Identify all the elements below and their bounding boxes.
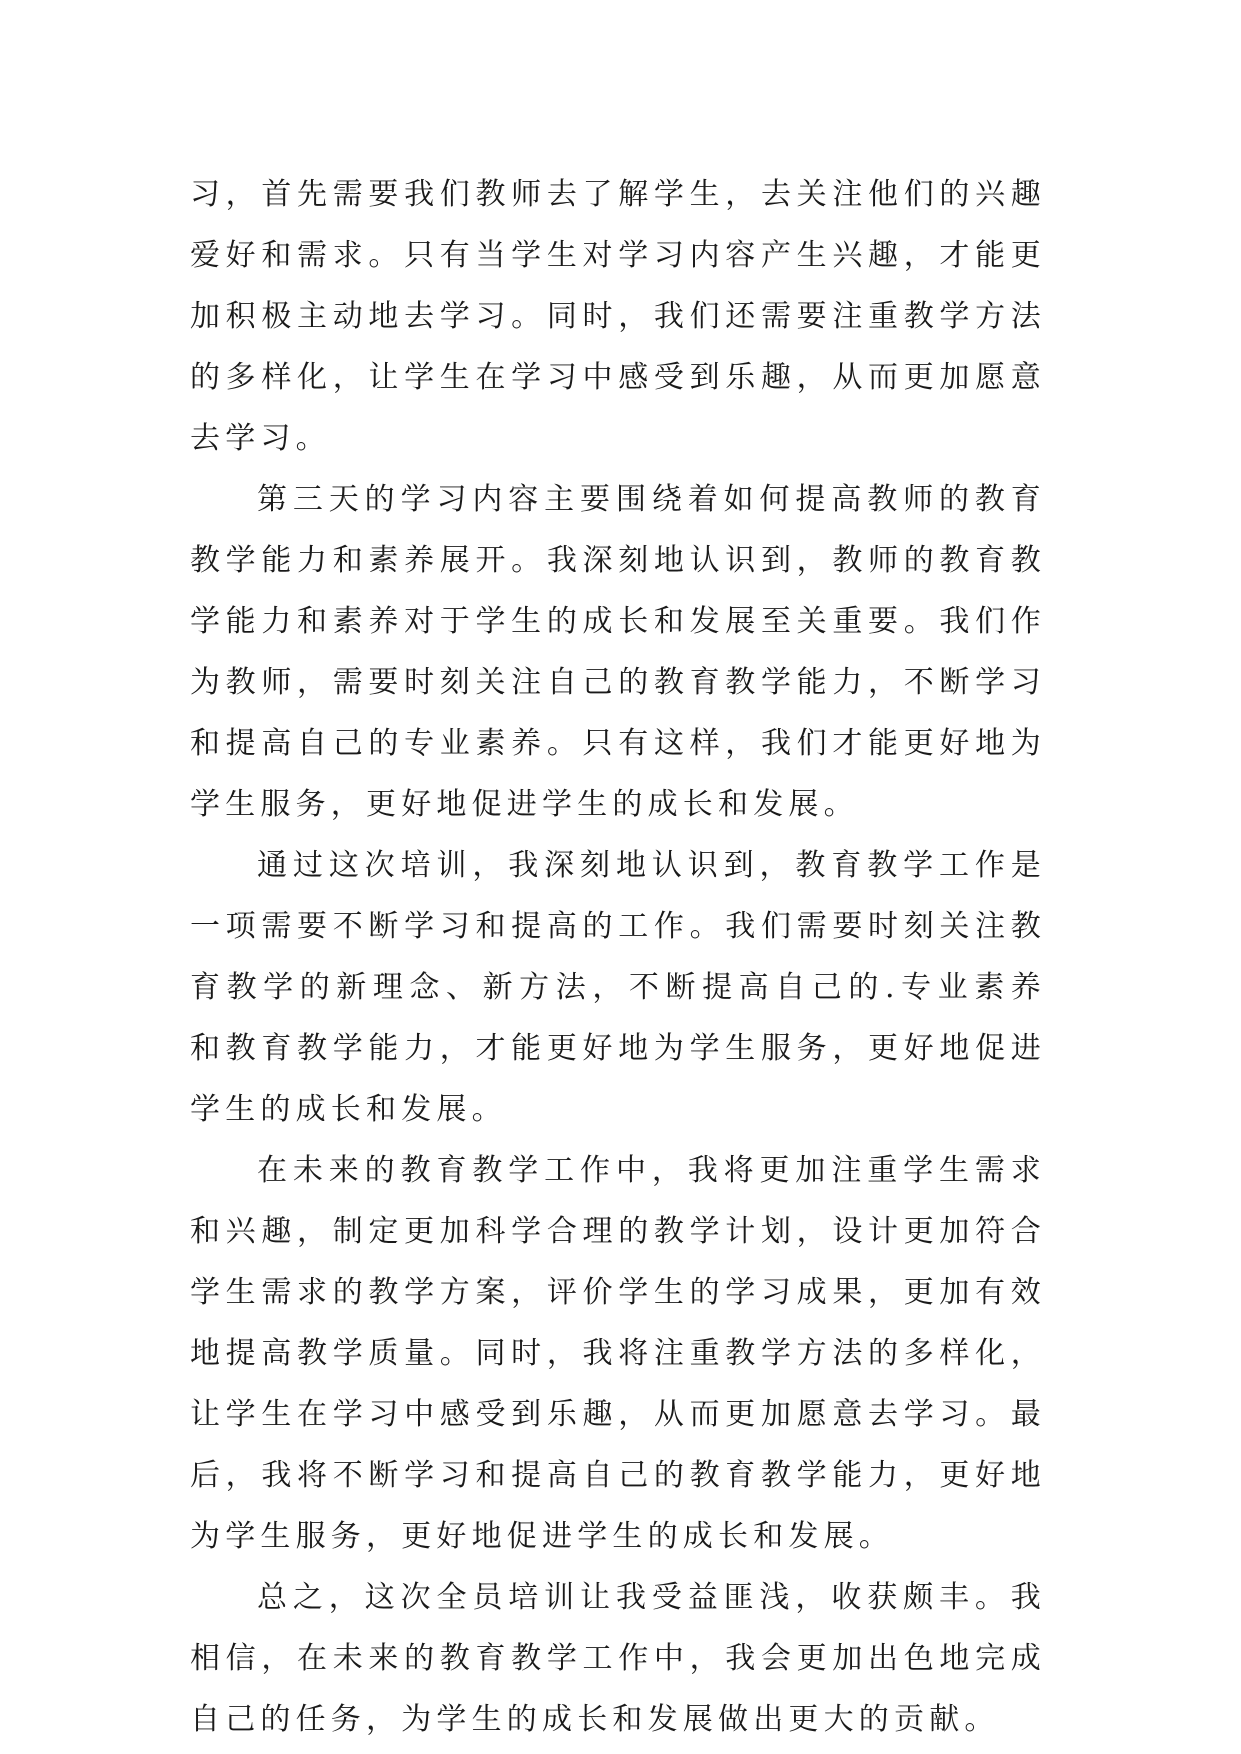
- paragraph-training-insight: 通过这次培训，我深刻地认识到，教育教学工作是一项需要不断学习和提高的工作。我们需要时刻关注教育教学的新理念、新方法，不断提高自己的.专业素养和教育教学能力，才能更好地为学生服务，更好地促进学生的成长和发展。: [190, 848, 1046, 1127]
- document-body: [190, 164, 1046, 1750]
- paragraph-continuation: 习，首先需要我们教师去了解学生，去关注他们的兴趣爱好和需求。只有当学生对学习内容产生兴趣，才能更加积极主动地去学习。同时，我们还需要注重教学方法的多样化，让学生在学习中感受到乐趣，从而更加愿意去学习。: [190, 177, 1046, 456]
- paragraph-future-plan: 在未来的教育教学工作中，我将更加注重学生需求和兴趣，制定更加科学合理的教学计划，设计更加符合学生需求的教学方案，评价学生的学习成果，更加有效地提高教学质量。同时，我将注重教学方法的多样化，让学生在学习中感受到乐趣，从而更加愿意去学习。最后，我将不断学习和提高自己的教育教学能力，更好地为学生服务，更好地促进学生的成长和发展。: [190, 1153, 1046, 1554]
- paragraph-day-three: 第三天的学习内容主要围绕着如何提高教师的教育教学能力和素养展开。我深刻地认识到，教师的教育教学能力和素养对于学生的成长和发展至关重要。我们作为教师，需要时刻关注自己的教育教学能力，不断学习和提高自己的专业素养。只有这样，我们才能更好地为学生服务，更好地促进学生的成长和发展。: [190, 482, 1046, 822]
- paragraph-conclusion: 总之，这次全员培训让我受益匪浅，收获颇丰。我相信，在未来的教育教学工作中，我会更加出色地完成自己的任务，为学生的成长和发展做出更大的贡献。: [190, 1580, 1046, 1737]
